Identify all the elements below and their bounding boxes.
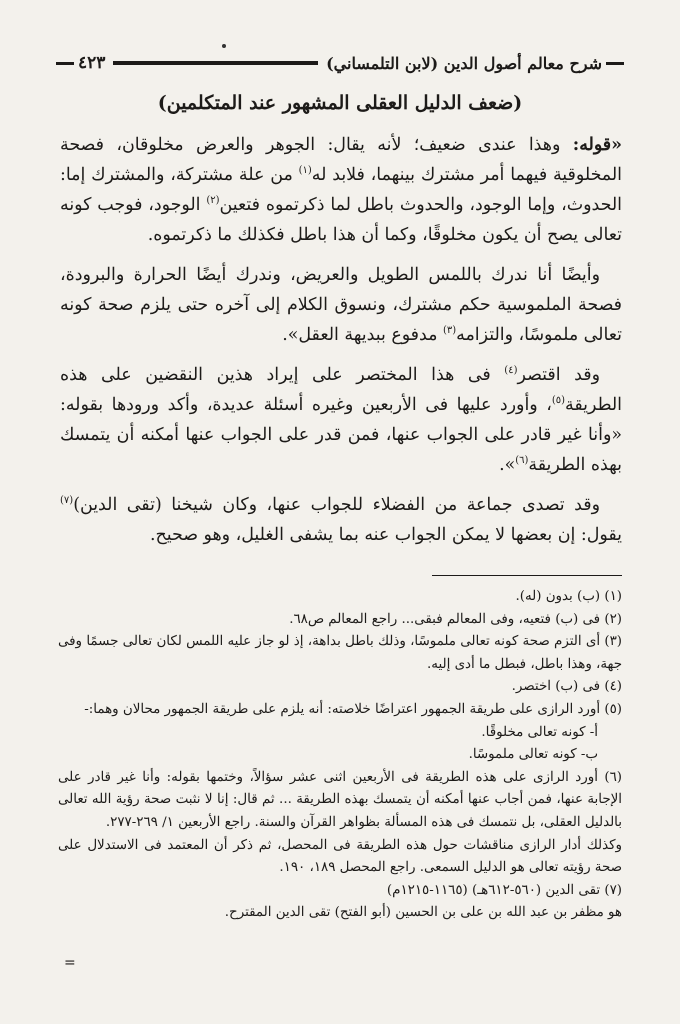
paragraph-2 — [60, 260, 622, 350]
p3-text-c: ، وأورد عليها فى الأربعين وغيره أسئلة عديدة، وأكد ورودها بقوله: «وأنا غير قادر على الجواب عنها، فمن قدر على الجواب عنها أمكنه أن يتمسك بهذه الطريقة — [60, 395, 622, 475]
p1-text-a: وهذا عندى ضعيف؛ لأنه يقال: الجوهر والعرض مخلوقان، فصحة المخلوقية فيهما أمر مشترك بينهما، فلابد له — [60, 135, 622, 185]
footnote-6: (٦) أورد الرازى على هذه الطريقة فى الأربعين اثنى عشر سؤالاً، وختمها بقوله: وأنا غير قادر على الإجابة عنها، فمن أجاب عنها أمكنه أن يتمسك بهذه الطريقة ... ثم قال: إنا لا نثبت صحة رؤية الله تعالى بالدليل العقلى، بل نتمسك فى هذه المسألة بظواهر القرآن والسنة. راجع الأربعين ١/ ٢٦٩-٢٧٧. — [58, 769, 622, 830]
footnotes — [58, 586, 622, 925]
p3-text-d: ». — [499, 455, 516, 475]
running-header — [52, 50, 628, 76]
p1-text-c: الوجود، فوجب كونه تعالى يصح أن يكون مخلوقًا، وكما أن هذا باطل فكذلك ما ذكرتموه. — [60, 195, 622, 245]
footnote-4: (٤) فى (ب) اختصر. — [511, 679, 622, 695]
footnote-7-continued: هو مظفر بن عبد الله بن على بن الحسين (أبو الفتح) تقى الدين المقترح. — [224, 905, 622, 921]
footnote-5-item-a: أ- كونه تعالى مخلوقًا. — [481, 724, 598, 740]
footnote-ref-1[interactable]: (١) — [298, 165, 312, 177]
page-number: ٤٢٣ — [78, 53, 106, 73]
p4-text-a: وقد تصدى جماعة من الفضلاء للجواب عنها، وكان شيخنا (تقى الدين) — [73, 495, 600, 515]
paragraph-3 — [60, 360, 622, 480]
header-rule — [113, 61, 318, 65]
header-dash-left — [56, 62, 74, 65]
footnote-5-item-b: ب- كونه تعالى ملموسًا. — [468, 747, 598, 763]
header-title: شرح معالم أصول الدين (لابن التلمساني) — [326, 53, 602, 73]
footnote-2: (٢) فى (ب) فتعيه، وفى المعالم فبقى... راجع المعالم ص٦٨. — [289, 611, 622, 627]
quote-lead: «قوله: — [572, 135, 622, 155]
footnote-5: (٥) أورد الرازى على طريقة الجمهور اعتراضًا خلاصته: أنه يلزم على طريقة الجمهور محالان وهما:- — [84, 701, 622, 717]
p2-text-b: مدفوع ببديهة العقل». — [282, 325, 443, 345]
p3-text-b: فى هذا المختصر على إيراد هذين النقضين على هذه الطريقة — [60, 365, 622, 415]
header-dash-right — [606, 62, 624, 65]
footnote-ref-7[interactable]: (٧) — [60, 495, 74, 507]
p2-text-a: وأيضًا أنا ندرك باللمس الطويل والعريض، وندرك أيضًا الحرارة والبرودة، فصحة الملموسية حكم مشترك، ونسوق الكلام إلى آخره حتى يلزم صحة كونه تعالى ملموسًا، والتزامه — [60, 265, 622, 345]
footnote-separator — [432, 575, 622, 576]
footnote-ref-4[interactable]: (٤) — [504, 365, 518, 377]
p1-text-b: من علة مشتركة، والمشترك إما: الحدوث، وإما الوجود، والحدوث باطل لما ذكرتموه فتعين — [60, 165, 622, 215]
p3-text-a: وقد اقتصر — [517, 365, 600, 385]
footnote-ref-3[interactable]: (٣) — [442, 325, 457, 337]
header-ornament-dot — [222, 44, 226, 48]
section-title: (ضعف الدليل العقلى المشهور عند المتكلمين) — [157, 92, 523, 114]
p4-text-b: يقول: إن بعضها لا يمكن الجواب عنه بما يشفى الغليل، وهو صحيح. — [150, 525, 622, 545]
footnote-ref-6[interactable]: (٦) — [515, 455, 529, 467]
main-text — [60, 130, 622, 560]
footnote-ref-2[interactable]: (٢) — [206, 195, 220, 207]
paragraph-4 — [60, 490, 622, 550]
footnote-ref-5[interactable]: (٥) — [551, 395, 566, 407]
footnote-6-continued: وكذلك أدار الرازى مناقشات حول هذه الطريقة فى المحصل، ثم ذكر أن المعتمد فى الاستدلال على صحة رؤيته تعالى هو الدليل السمعى. راجع المحصل ١٨٩، ١٩٠. — [58, 837, 622, 876]
footnote-3: (٣) أى التزم صحة كونه تعالى ملموسًا، وذلك باطل بداهة، إذ لو جاز عليه اللمس لكان تعالى جسمًا وفى جهة، وهذا باطل، فبطل ما أدى إليه. — [58, 634, 622, 672]
paragraph-1 — [60, 130, 622, 250]
continuation-mark: = — [64, 955, 76, 971]
footnote-7: (٧) تقى الدين (٥٦٠-٦١٢هـ) (١١٦٥-١٢١٥م) — [386, 882, 622, 898]
footnote-1: (١) (ب) بدون (له). — [515, 589, 622, 604]
